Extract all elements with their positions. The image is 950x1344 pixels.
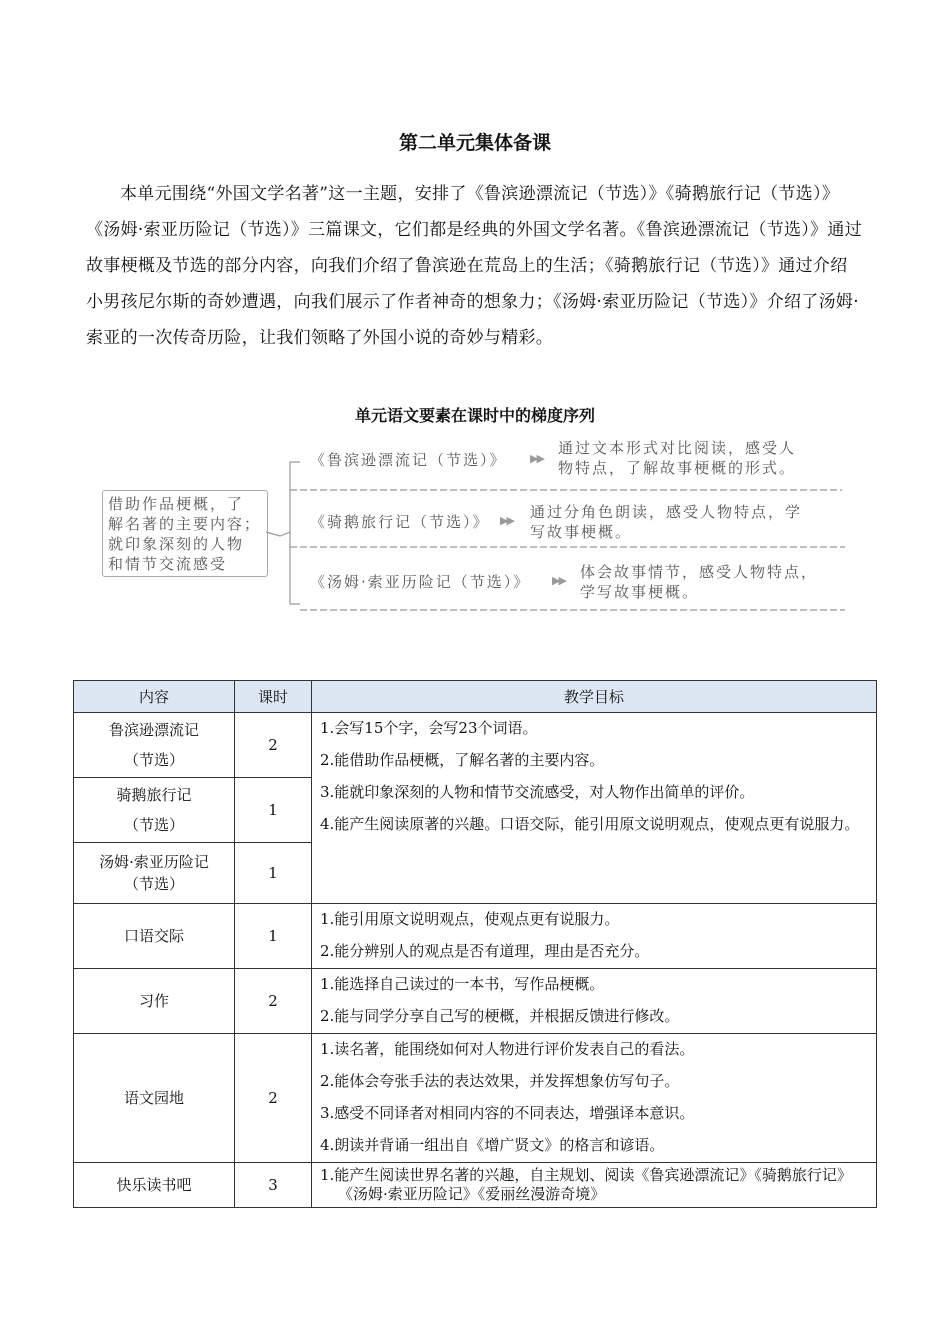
mind-map-root-line: 解名著的主要内容； xyxy=(108,515,262,533)
goal-item: 1.读名著，能围绕如何对人物进行评价发表自己的看法。 xyxy=(320,1040,695,1058)
hours-cell: 3 xyxy=(235,1163,312,1208)
branch-arrow-icon: ▶▶ xyxy=(530,452,543,465)
content-cell xyxy=(74,713,235,778)
content-note: （节选） xyxy=(123,875,184,893)
table-row xyxy=(74,713,877,778)
hours-cell: 1 xyxy=(235,843,312,904)
table-row xyxy=(74,1034,877,1163)
header-goals: 教学目标 xyxy=(312,681,877,713)
goal-item: 3.感受不同译者对相同内容的不同表达，增强译本意识。 xyxy=(320,1104,695,1122)
goals-cell xyxy=(312,713,877,904)
content-cell xyxy=(74,969,235,1034)
goal-item: 4.能产生阅读原著的兴趣。口语交际，能引用原文说明观点，使观点更有说服力。 xyxy=(320,815,860,833)
goal-item: 2.能借助作品梗概，了解名著的主要内容。 xyxy=(320,751,605,769)
mind-map-root-line: 就印象深刻的人物 xyxy=(108,535,245,553)
mind-map-root-line: 借助作品梗概，了 xyxy=(108,495,245,513)
content-name: 汤姆·索亚历险记 xyxy=(99,853,209,871)
content-cell xyxy=(74,778,235,843)
table-row xyxy=(74,1163,877,1208)
goals-cell xyxy=(312,904,877,969)
content-name: 语文园地 xyxy=(123,1089,184,1107)
branch-goal-line: 通过分角色朗读，感受人物特点，学 xyxy=(530,503,803,521)
mind-map xyxy=(90,432,860,622)
table-header-row xyxy=(74,681,877,713)
intro-paragraph: 本单元围绕“外国文学名著”这一主题，安排了《鲁滨逊漂流记（节选）》《骑鹅旅行记（节选）》《汤姆·索亚历险记（节选）》三篇课文，它们都是经典的外国文学名著。《鲁滨逊漂流记（节选）》通过故事梗概及节选的部分内容，向我们介绍了鲁滨逊在荒岛上的生活；《骑鹅旅行记（节选）》通过介绍小男孩尼尔斯的奇妙遭遇，向我们展示了作者神奇的想象力；《汤姆·索亚历险记（节选）》介绍了汤姆·索亚的一次传奇历险，让我们领略了外国小说的奇妙与精彩。 xyxy=(86,184,863,348)
goals-cell xyxy=(312,969,877,1034)
table-row xyxy=(74,969,877,1034)
content-cell xyxy=(74,1163,235,1208)
branch-arrow-icon: ▶▶ xyxy=(500,514,513,527)
goals-cell xyxy=(312,1163,877,1208)
hours-cell: 2 xyxy=(235,969,312,1034)
branch-goal-line: 学写故事梗概。 xyxy=(580,583,700,601)
branch-lesson-tom: 《汤姆·索亚历险记（节选）》 xyxy=(310,573,531,591)
branch-arrow-icon: ▶▶ xyxy=(552,574,565,587)
content-cell xyxy=(74,843,235,904)
branch-goal-line: 体会故事情节，感受人物特点， xyxy=(580,563,819,581)
mind-map-root-line: 和情节交流感受 xyxy=(108,555,228,573)
hours-cell: 1 xyxy=(235,778,312,843)
hours-cell: 2 xyxy=(235,1034,312,1163)
branch-lesson-nils: 《骑鹅旅行记（节选）》 xyxy=(310,513,490,531)
hours-cell: 2 xyxy=(235,713,312,778)
content-cell xyxy=(74,1034,235,1163)
header-hours: 课时 xyxy=(235,681,312,713)
hours-cell: 1 xyxy=(235,904,312,969)
content-name: 鲁滨逊漂流记 xyxy=(108,721,199,739)
goal-item: 3.能就印象深刻的人物和情节交流感受，对人物作出简单的评价。 xyxy=(320,783,755,801)
teaching-goals-table xyxy=(73,680,877,1208)
goal-item: 2.能体会夸张手法的表达效果，并发挥想象仿写句子。 xyxy=(320,1072,680,1090)
goal-item: 1.能引用原文说明观点，使观点更有说服力。 xyxy=(320,910,620,928)
header-content: 内容 xyxy=(74,681,235,713)
branch-goal-line: 物特点，了解故事梗概的形式。 xyxy=(558,459,797,477)
content-name: 骑鹅旅行记 xyxy=(116,786,192,804)
content-name: 习作 xyxy=(138,992,169,1010)
content-cell xyxy=(74,904,235,969)
table-row xyxy=(74,904,877,969)
branch-goal-line: 写故事梗概。 xyxy=(530,523,633,541)
goals-cell xyxy=(312,1034,877,1163)
branch-goal-line: 通过文本形式对比阅读，感受人 xyxy=(558,439,797,457)
goal-item: 2.能与同学分享自己写的梗概，并根据反馈进行修改。 xyxy=(320,1007,680,1025)
content-name: 快乐读书吧 xyxy=(116,1176,192,1194)
page-title: 第二单元集体备课 xyxy=(398,132,551,154)
content-note: （节选） xyxy=(123,751,184,769)
goal-item: 1.能选择自己读过的一本书，写作品梗概。 xyxy=(320,975,605,993)
diagram-heading: 单元语文要素在课时中的梯度序列 xyxy=(354,406,595,425)
branch-lesson-robinson: 《鲁滨逊漂流记（节选）》 xyxy=(310,451,507,469)
goal-item: 2.能分辨别人的观点是否有道理，理由是否充分。 xyxy=(320,942,650,960)
goal-item: 4.朗读并背诵一组出自《增广贤文》的格言和谚语。 xyxy=(320,1136,665,1154)
goal-item: 1.能产生阅读世界名著的兴趣，自主规划、阅读《鲁宾逊漂流记》《骑鹅旅行记》《汤姆·索亚历险记》《爱丽丝漫游奇境》 xyxy=(320,1166,852,1203)
content-name: 口语交际 xyxy=(123,927,184,945)
goal-item: 1.会写15个字，会写23个词语。 xyxy=(320,719,538,737)
content-note: （节选） xyxy=(123,816,184,834)
